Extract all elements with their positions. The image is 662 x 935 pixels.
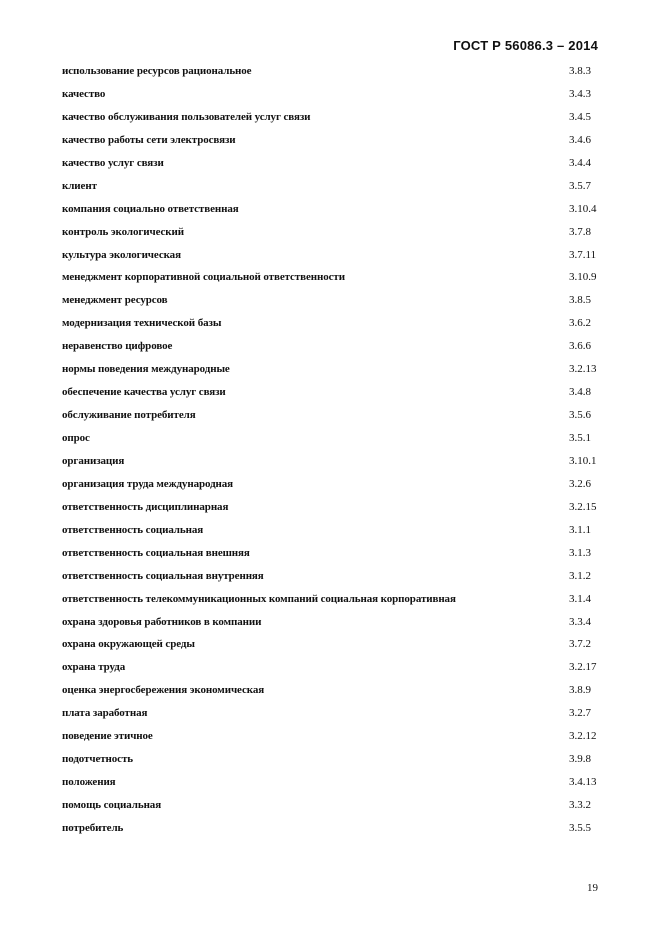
index-entry xyxy=(62,545,603,568)
index-term: компания социально ответственная xyxy=(62,202,239,215)
index-term: организация xyxy=(62,454,125,467)
index-term: контроль экологический xyxy=(62,225,185,238)
index-term: качество xyxy=(62,87,106,100)
index-term: менеджмент корпоративной социальной ответственности xyxy=(62,271,345,284)
index-term: охрана здоровья работников в компании xyxy=(62,615,262,628)
index-term: поведение этичное xyxy=(62,730,153,743)
index-reference-number: 3.4.8 xyxy=(569,386,591,399)
index-entry xyxy=(62,384,603,407)
index-reference-number: 3.2.7 xyxy=(569,707,591,720)
index-term: организация труда международная xyxy=(62,477,234,490)
index-reference-number: 3.5.7 xyxy=(569,179,591,192)
index-reference-number: 3.1.2 xyxy=(569,569,591,582)
index-reference-number: 3.5.5 xyxy=(569,821,591,834)
index-term: обслуживание потребителя xyxy=(62,409,196,422)
index-term: клиент xyxy=(62,179,97,192)
index-term: нормы поведения международные xyxy=(62,363,230,376)
index-reference-number: 3.8.9 xyxy=(569,684,591,697)
index-entry xyxy=(62,705,603,728)
index-term: ответственность социальная внутренняя xyxy=(62,569,264,582)
index-reference-number: 3.2.17 xyxy=(569,661,597,674)
index-entry xyxy=(62,109,603,132)
index-entry xyxy=(62,774,603,797)
index-term: положения xyxy=(62,776,116,789)
index-term: потребитель xyxy=(62,821,124,834)
index-entry xyxy=(62,247,603,270)
index-reference-number: 3.2.13 xyxy=(569,363,597,376)
index-reference-number: 3.1.3 xyxy=(569,546,591,559)
index-term: использование ресурсов рациональное xyxy=(62,65,252,77)
index-reference-number: 3.10.4 xyxy=(569,202,597,215)
index-entry xyxy=(62,201,603,224)
index-reference-number: 3.4.4 xyxy=(569,156,591,169)
index-entry xyxy=(62,522,603,545)
index-term: качество услуг связи xyxy=(62,156,164,169)
index-entry xyxy=(62,682,603,705)
index-reference-number: 3.3.2 xyxy=(569,799,591,811)
index-term: ответственность социальная внешняя xyxy=(62,546,250,559)
index-term: ответственность телекоммуникационных компаний социальная корпоративная xyxy=(62,592,456,605)
index-term: опрос xyxy=(62,432,90,444)
page-number: 19 xyxy=(587,882,598,894)
index-entry xyxy=(62,614,603,637)
index-reference-number: 3.7.11 xyxy=(569,248,597,261)
index-entry xyxy=(62,224,603,247)
term-index-list xyxy=(62,63,603,843)
index-reference-number: 3.5.6 xyxy=(569,409,591,422)
index-reference-number: 3.4.6 xyxy=(569,133,591,146)
index-entry xyxy=(62,407,603,430)
index-entry xyxy=(62,820,603,843)
index-entry xyxy=(62,315,603,338)
index-entry xyxy=(62,797,603,820)
index-term: качество обслуживания пользователей услуг связи xyxy=(62,110,311,123)
index-reference-number: 3.10.1 xyxy=(569,454,597,467)
index-reference-number: 3.8.3 xyxy=(569,65,591,77)
index-entry xyxy=(62,86,603,109)
index-term: помощь социальная xyxy=(62,799,162,811)
index-entry xyxy=(62,568,603,591)
index-term: охрана окружающей среды xyxy=(62,638,195,651)
index-term: оценка энергосбережения экономическая xyxy=(62,684,265,697)
index-reference-number: 3.2.15 xyxy=(569,500,597,513)
index-reference-number: 3.4.5 xyxy=(569,110,591,123)
index-term: обеспечение качества услуг связи xyxy=(62,386,226,399)
index-term: менеджмент ресурсов xyxy=(62,294,168,307)
index-term: ответственность дисциплинарная xyxy=(62,500,229,513)
index-term: культура экологическая xyxy=(62,248,181,261)
index-reference-number: 3.3.4 xyxy=(569,615,591,628)
index-entry xyxy=(62,499,603,522)
index-entry xyxy=(62,292,603,315)
index-entry xyxy=(62,63,603,86)
index-entry xyxy=(62,361,603,384)
index-reference-number: 3.1.4 xyxy=(569,592,591,605)
index-entry xyxy=(62,476,603,499)
index-reference-number: 3.5.1 xyxy=(569,432,591,444)
index-reference-number: 3.2.12 xyxy=(569,730,597,743)
index-entry xyxy=(62,591,603,614)
index-reference-number: 3.7.2 xyxy=(569,638,591,651)
index-entry xyxy=(62,269,603,292)
index-term: неравенство цифровое xyxy=(62,340,173,353)
index-entry xyxy=(62,636,603,659)
index-term: подотчетность xyxy=(62,753,133,766)
document-header: ГОСТ Р 56086.3 – 2014 xyxy=(453,38,598,53)
index-reference-number: 3.10.9 xyxy=(569,271,597,284)
index-entry xyxy=(62,178,603,201)
index-entry xyxy=(62,132,603,155)
index-entry xyxy=(62,338,603,361)
index-reference-number: 3.9.8 xyxy=(569,753,591,766)
index-reference-number: 3.6.2 xyxy=(569,317,591,330)
index-entry xyxy=(62,430,603,453)
index-term: модернизация технической базы xyxy=(62,317,222,330)
index-entry xyxy=(62,659,603,682)
index-entry xyxy=(62,751,603,774)
index-entry xyxy=(62,453,603,476)
index-term: качество работы сети электросвязи xyxy=(62,133,236,146)
index-entry xyxy=(62,728,603,751)
index-term: охрана труда xyxy=(62,661,126,674)
index-term: плата заработная xyxy=(62,707,148,720)
index-reference-number: 3.1.1 xyxy=(569,523,591,536)
index-reference-number: 3.7.8 xyxy=(569,225,591,238)
index-entry xyxy=(62,155,603,178)
index-term: ответственность социальная xyxy=(62,523,204,536)
index-reference-number: 3.4.3 xyxy=(569,87,591,100)
index-reference-number: 3.2.6 xyxy=(569,477,591,490)
index-reference-number: 3.6.6 xyxy=(569,340,591,353)
index-reference-number: 3.4.13 xyxy=(569,776,597,789)
index-reference-number: 3.8.5 xyxy=(569,294,591,307)
